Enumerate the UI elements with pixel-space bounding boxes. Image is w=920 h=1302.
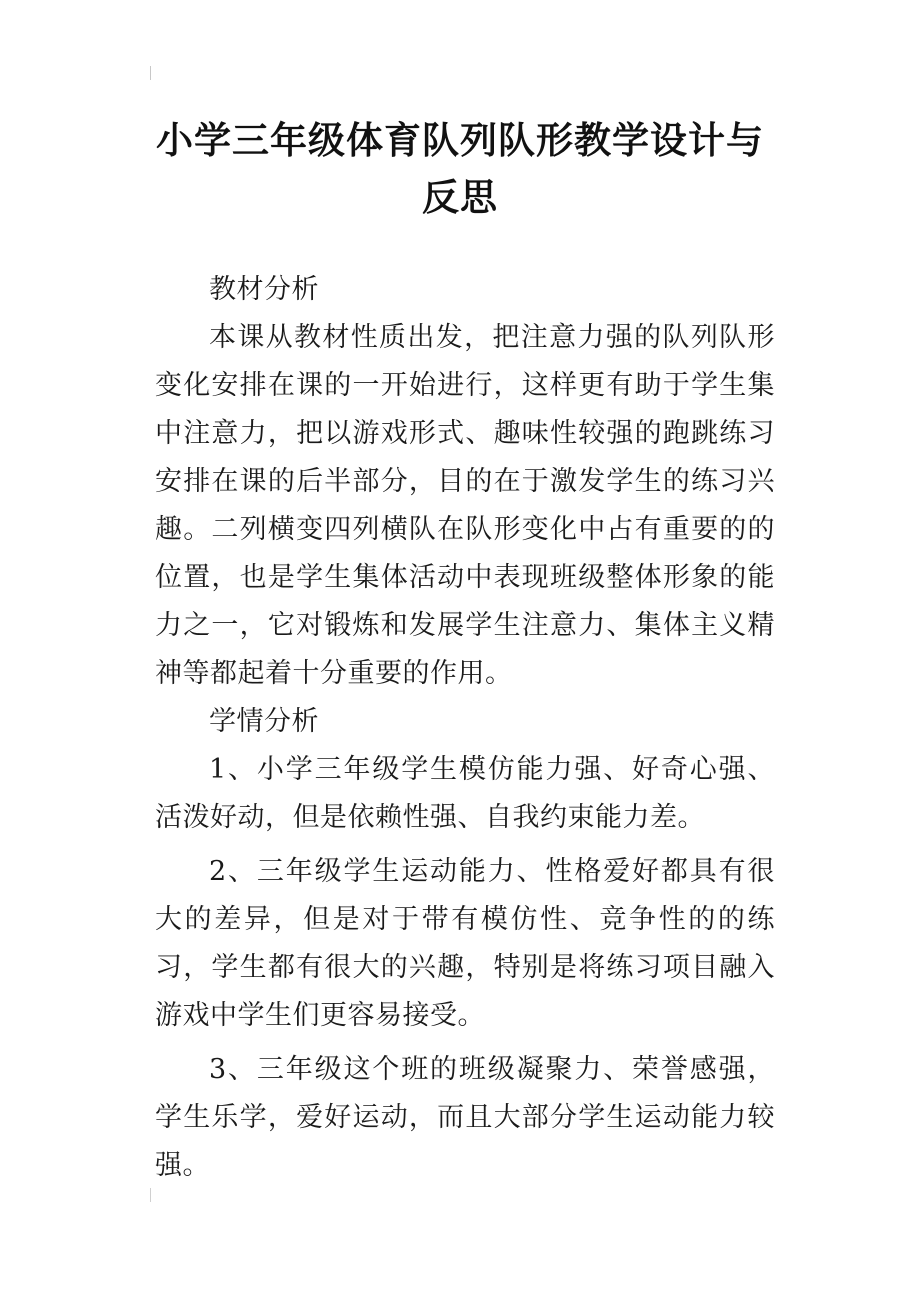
paragraph-textbook-analysis: 本课从教材性质出发，把注意力强的队列队形变化安排在课的一开始进行，这样更有助于学生集中注意力，把以游戏形式、趣味性较强的跑跳练习安排在课的后半部分，目的在于激发学生的练习兴趣。二列横变四列横队在队形变化中占有重要的的位置，也是学生集体活动中表现班级整体形象的能力之一，它对锻炼和发展学生注意力、集体主义精神等都起着十分重要的作用。	[155, 322, 775, 689]
section-heading-textbook-analysis: 教材分析	[209, 274, 319, 305]
page-corner-mark-top	[150, 66, 161, 80]
paragraph-student-analysis-3: 3、三年级这个班的班级凝聚力、荣誉感强，学生乐学，爱好运动，而且大部分学生运动能力较强。	[155, 1054, 775, 1181]
paragraph-student-analysis-1: 1、小学三年级学生模仿能力强、好奇心强、活泼好动，但是依赖性强、自我约束能力差。	[155, 754, 775, 833]
document-title: 小学三年级体育队列队形教学设计与反思	[156, 119, 764, 219]
section-heading-student-analysis: 学情分析	[209, 706, 319, 737]
paragraph-student-analysis-2: 2、三年级学生运动能力、性格爱好都具有很大的差异，但是对于带有模仿性、竞争性的的练习，学生都有很大的兴趣，特别是将练习项目融入游戏中学生们更容易接受。	[155, 856, 775, 1031]
page-corner-mark-bottom	[150, 1188, 161, 1202]
document-body	[155, 266, 775, 1190]
